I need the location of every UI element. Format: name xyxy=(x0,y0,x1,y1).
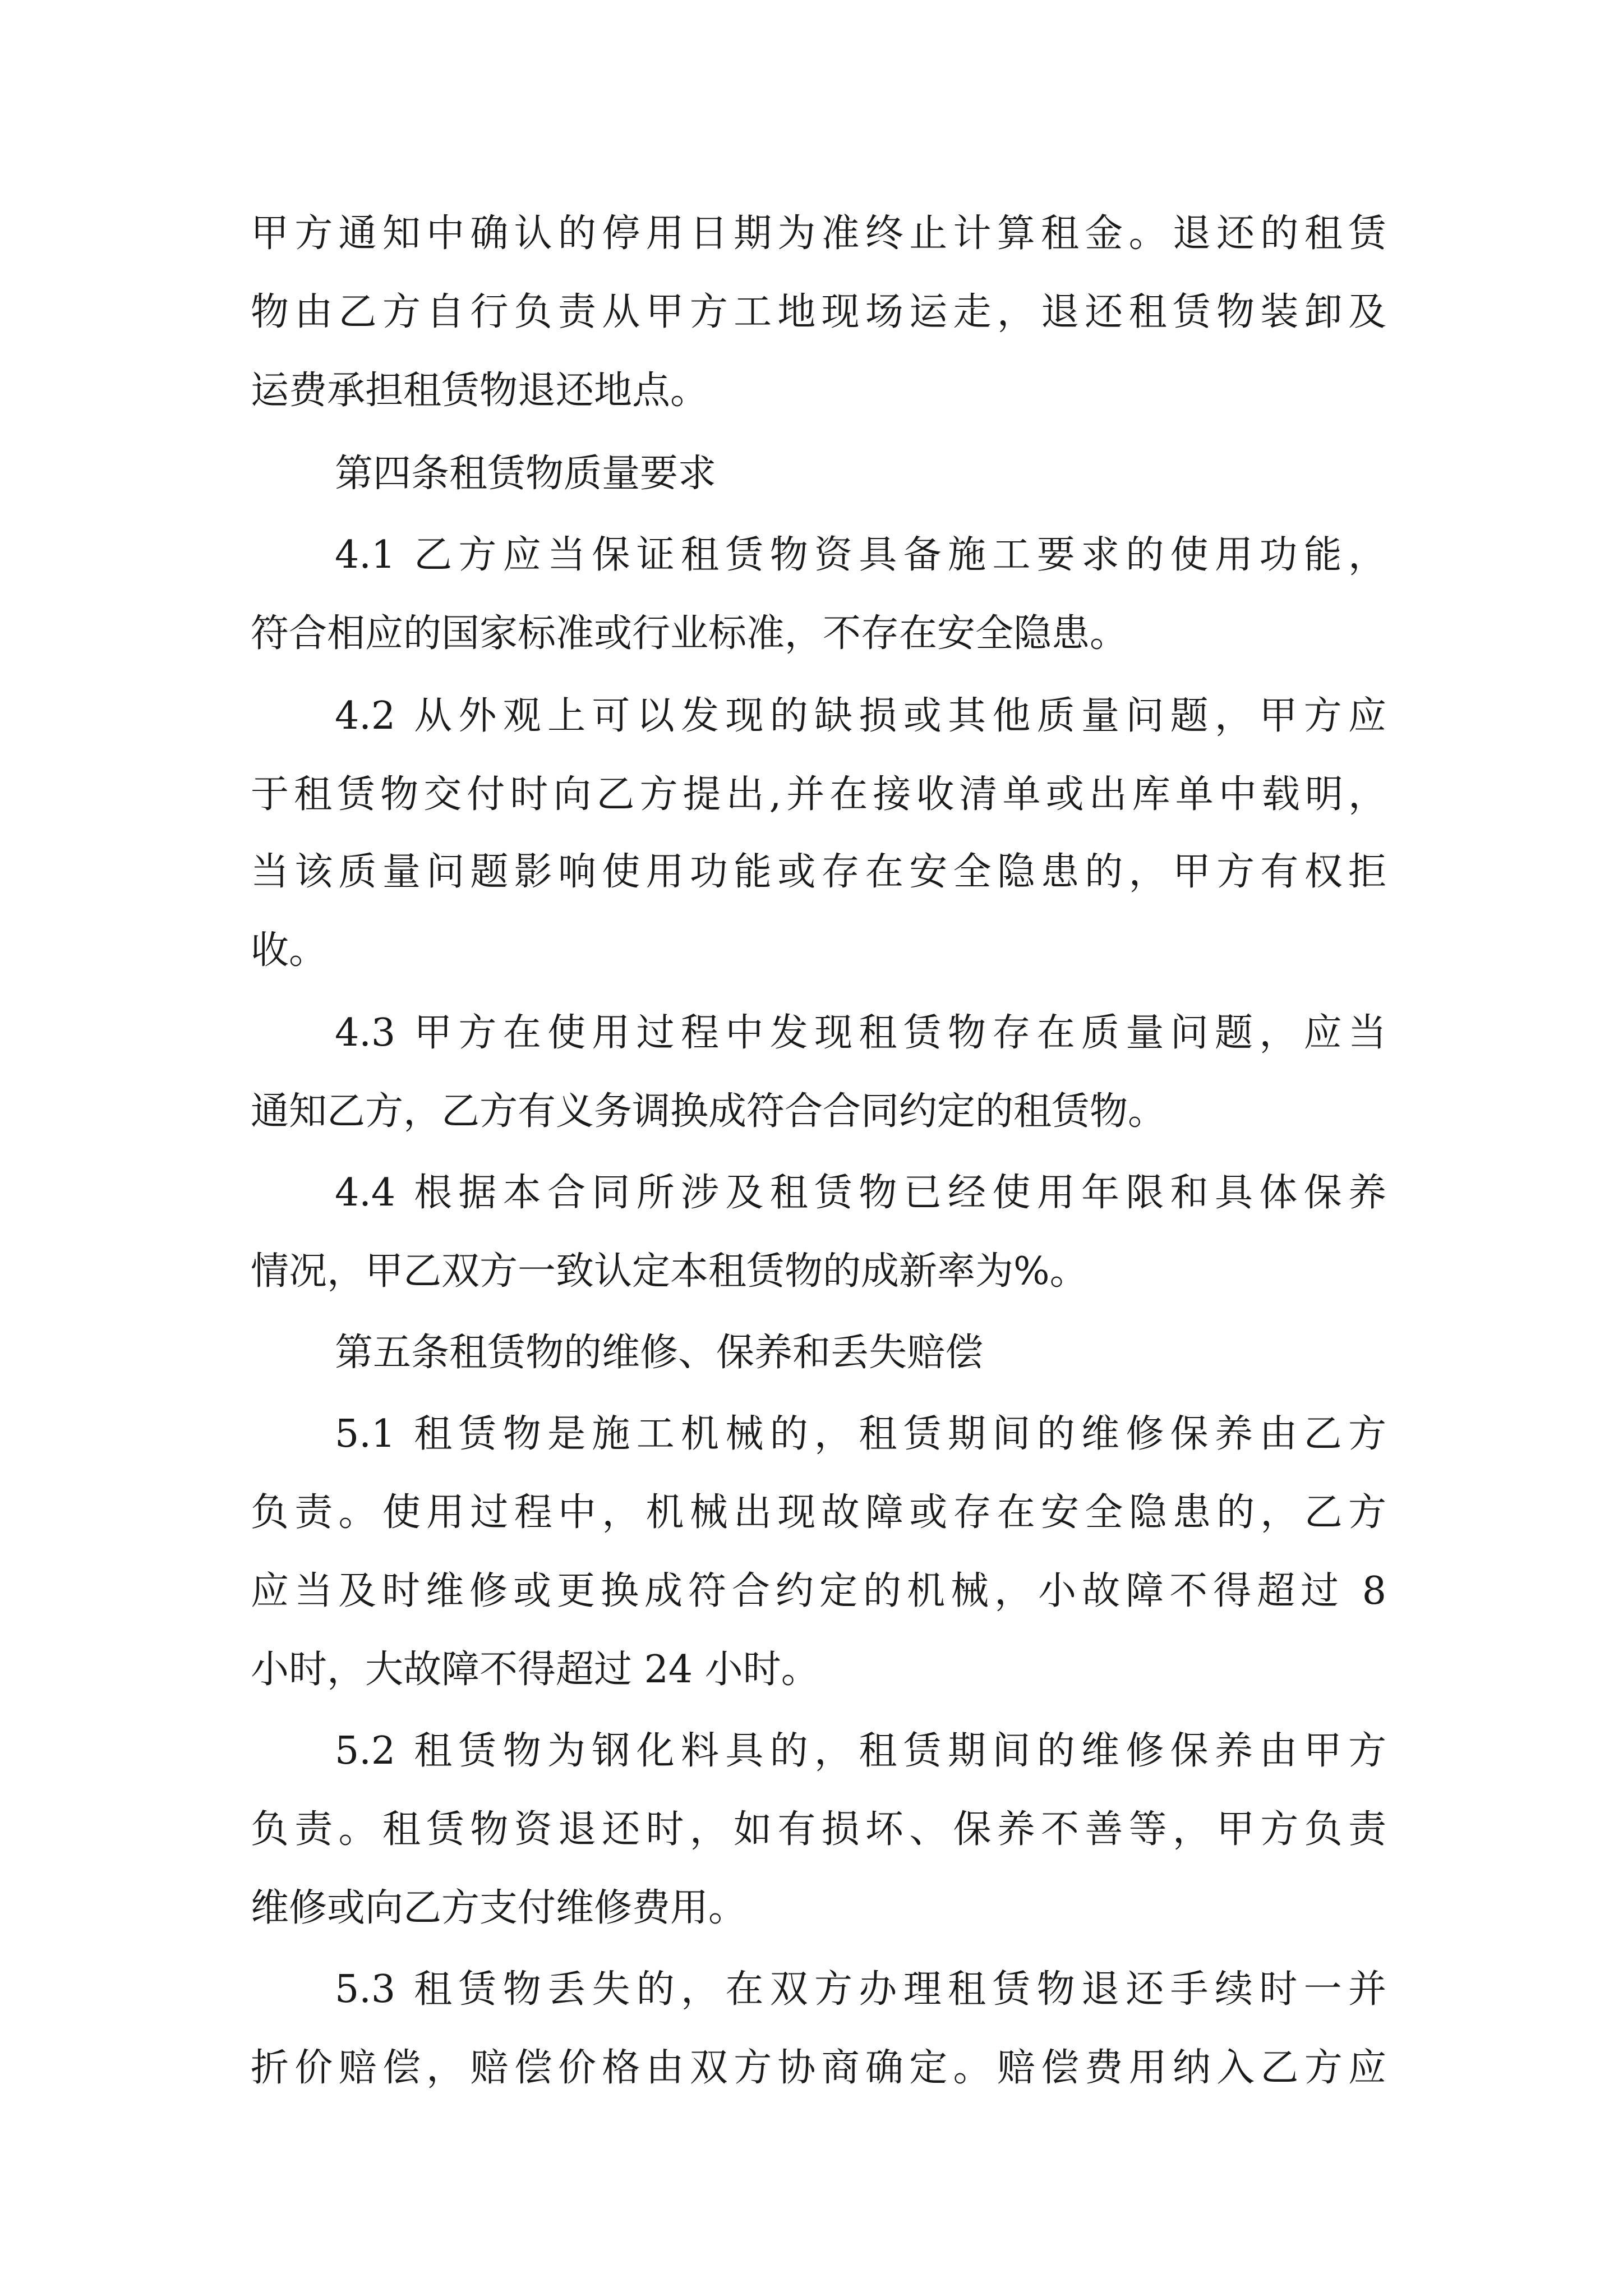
text-line: 应当及时维修或更换成符合约定的机械，小故障不得超过 8 xyxy=(251,1569,1386,1613)
text-line: 运费承担租赁物退还地点。 xyxy=(251,369,709,413)
text-line: 当该质量问题影响使用功能或存在安全隐患的，甲方有权拒 xyxy=(251,850,1386,894)
text-line: 于租赁物交付时向乙方提出,并在接收清单或出库单中载明， xyxy=(251,772,1386,817)
text-line: 5.2 租赁物为钢化料具的，租赁期间的维修保养由甲方 xyxy=(335,1729,1386,1773)
text-line: 4.4 根据本合同所涉及租赁物已经使用年限和具体保养 xyxy=(335,1171,1386,1215)
text-line: 物由乙方自行负责从甲方工地现场运走，退还租赁物装卸及 xyxy=(251,290,1386,334)
text-line: 符合相应的国家标准或行业标准，不存在安全隐患。 xyxy=(251,611,1128,656)
section-heading: 第五条租赁物的维修、保养和丢失赔偿 xyxy=(335,1331,984,1375)
text-line: 甲方通知中确认的停用日期为准终止计算租金。退还的租赁 xyxy=(251,211,1386,256)
text-line: 5.3 租赁物丢失的，在双方办理租赁物退还手续时一并 xyxy=(335,1967,1386,2012)
text-line: 通知乙方，乙方有义务调换成符合合同约定的租赁物。 xyxy=(251,1089,1166,1134)
text-line: 折价赔偿，赔偿价格由双方协商确定。赔偿费用纳入乙方应 xyxy=(251,2046,1386,2090)
text-line: 5.1 租赁物是施工机械的，租赁期间的维修保养由乙方 xyxy=(335,1412,1386,1456)
text-line: 4.3 甲方在使用过程中发现租赁物存在质量问题，应当 xyxy=(335,1011,1386,1055)
section-heading: 第四条租赁物质量要求 xyxy=(335,452,717,496)
text-line: 负责。使用过程中，机械出现故障或存在安全隐患的，乙方 xyxy=(251,1490,1386,1535)
text-line: 维修或向乙方支付维修费用。 xyxy=(251,1886,747,1930)
text-line: 负责。租赁物资退还时，如有损坏、保养不善等，甲方负责 xyxy=(251,1807,1386,1852)
text-line: 4.2 从外观上可以发现的缺损或其他质量问题，甲方应 xyxy=(335,694,1386,738)
text-line: 情况，甲乙双方一致认定本租赁物的成新率为%。 xyxy=(251,1249,1088,1294)
text-line: 小时，大故障不得超过 24 小时。 xyxy=(251,1648,819,1692)
text-line: 收。 xyxy=(251,928,328,973)
text-line: 4.1 乙方应当保证租赁物资具备施工要求的使用功能， xyxy=(335,533,1386,577)
